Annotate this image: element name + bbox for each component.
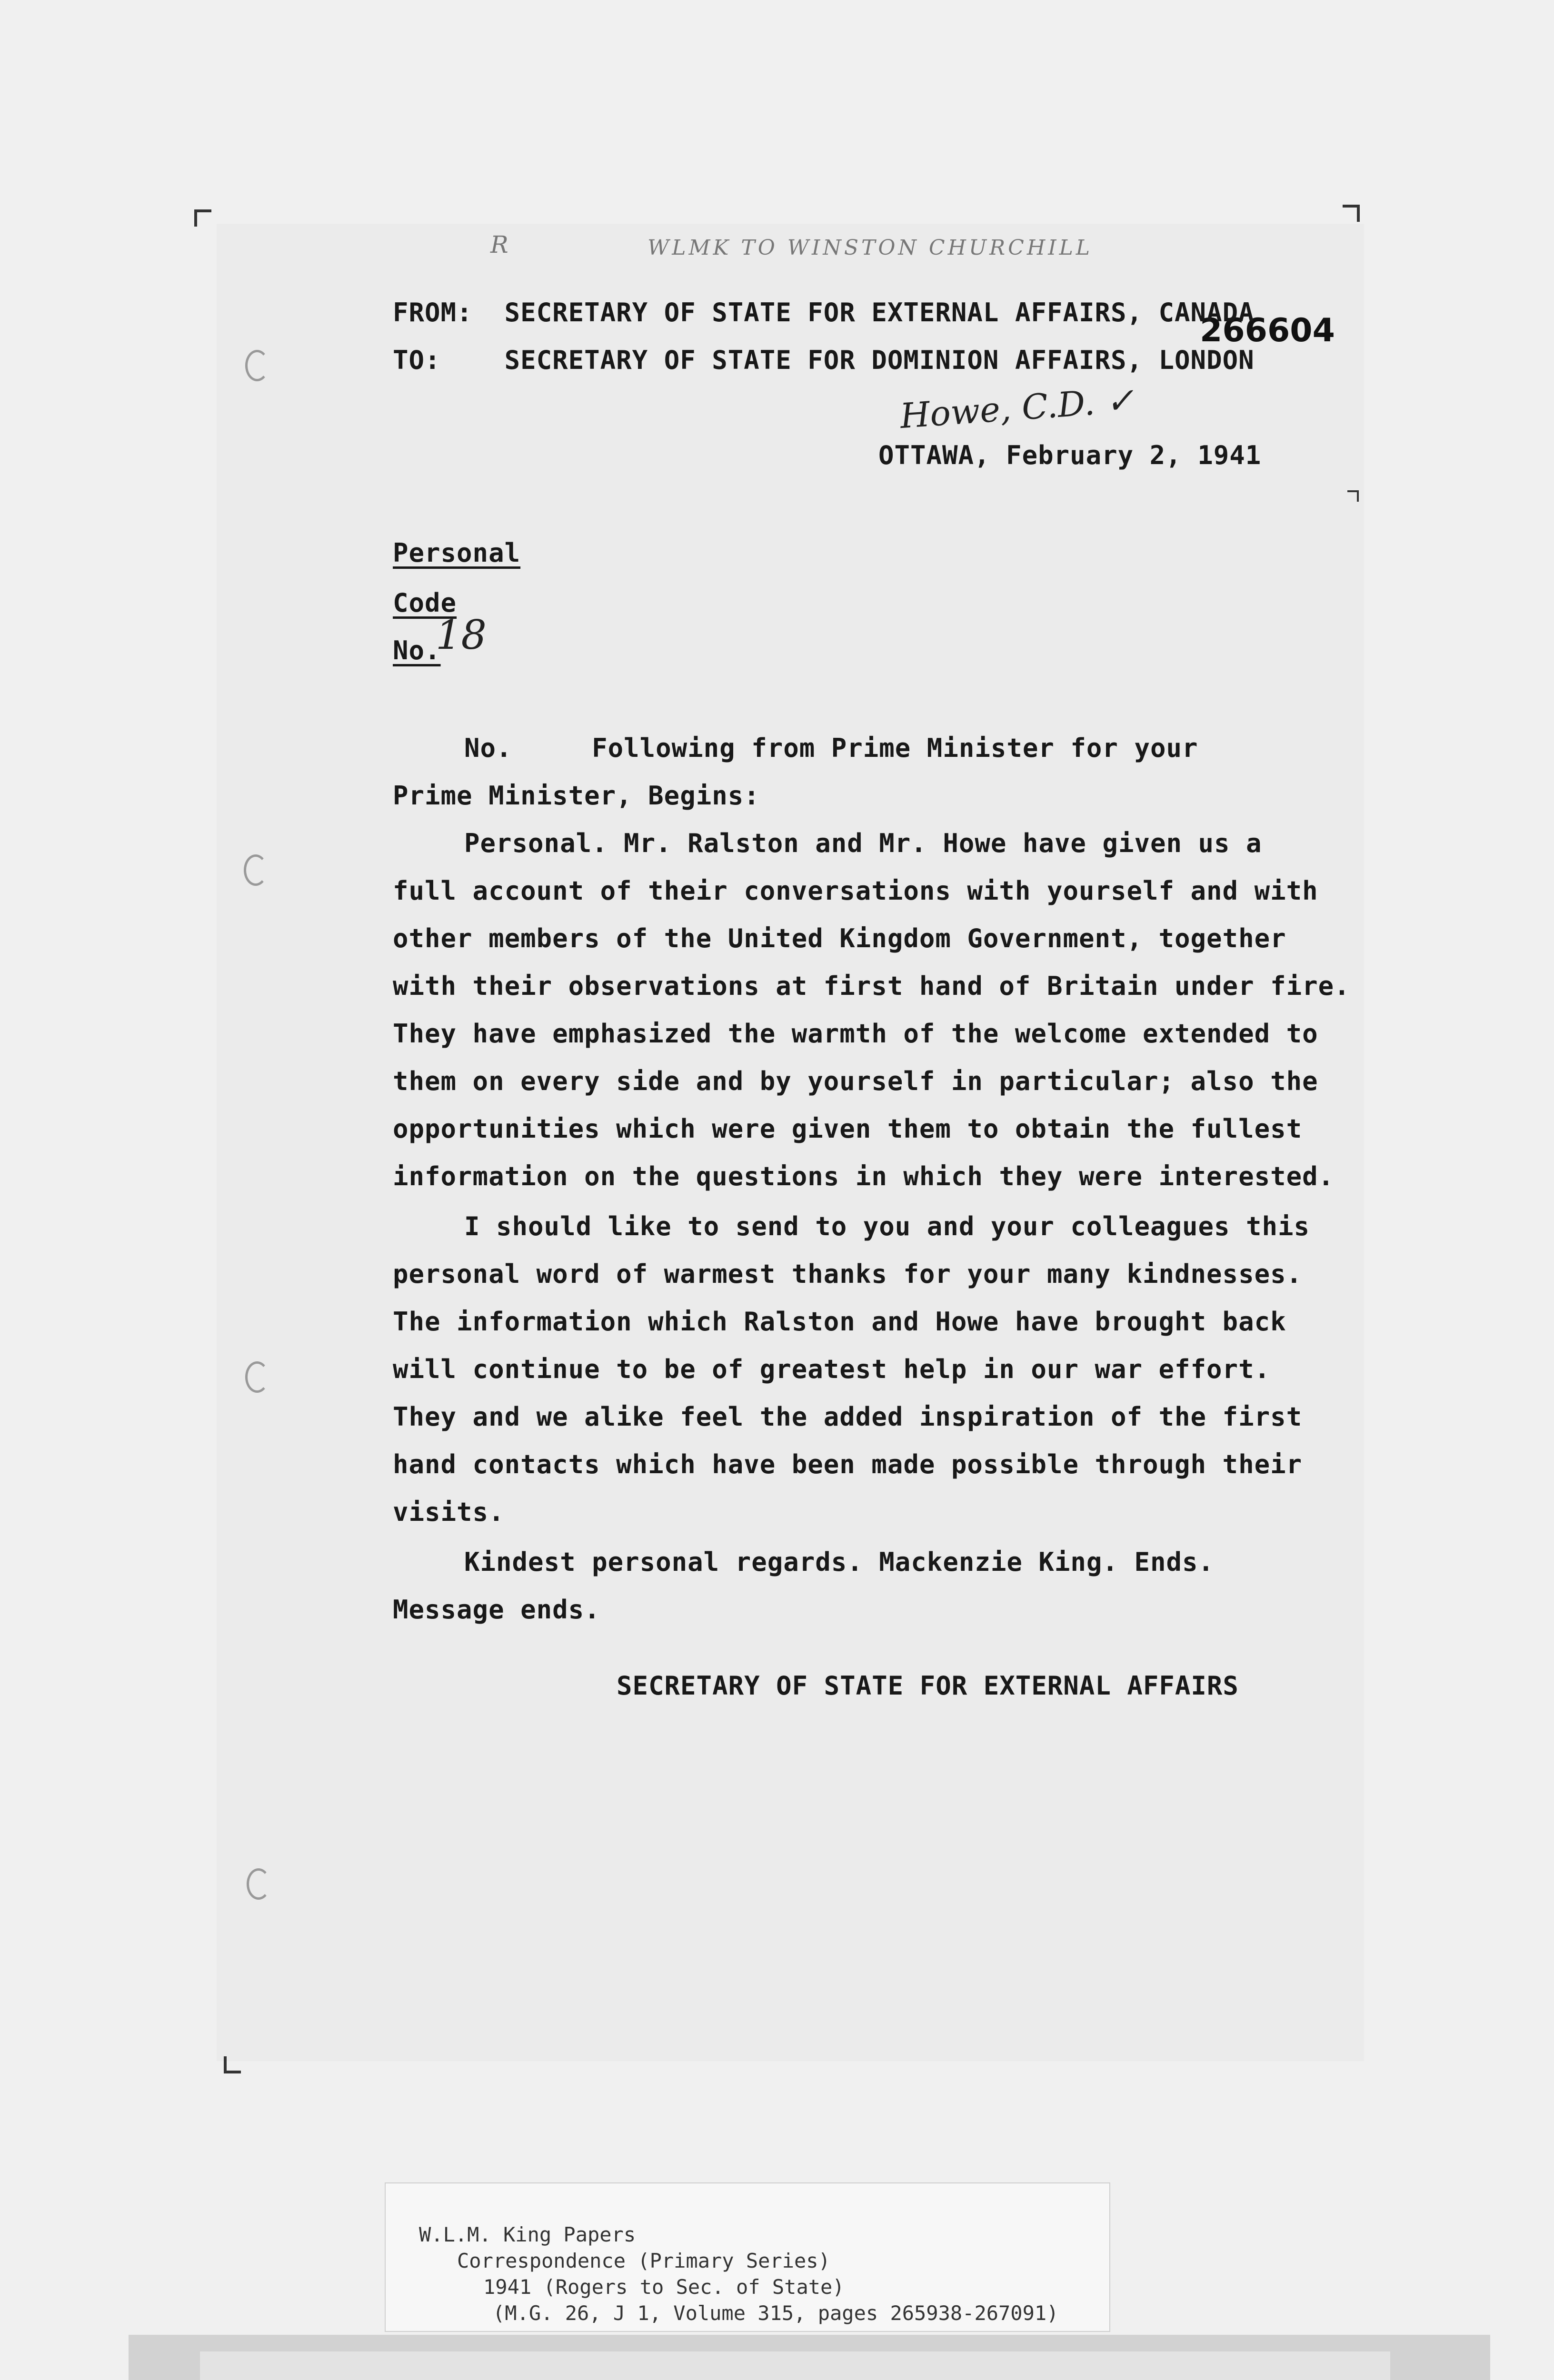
handwritten-r: R <box>490 231 508 258</box>
number-heading: No. <box>393 635 441 665</box>
handwritten-number: 18 <box>436 612 487 658</box>
crop-mark-bottom-left <box>224 2056 241 2073</box>
body-line: I should like to send to you and your colleagues this <box>464 1211 1310 1241</box>
body-line: Personal. Mr. Ralston and Mr. Howe have given us a <box>464 828 1262 858</box>
crop-mark-top-left <box>194 209 211 227</box>
body-line: Message ends. <box>393 1595 600 1625</box>
signature-line: SECRETARY OF STATE FOR EXTERNAL AFFAIRS <box>617 1671 1239 1701</box>
crop-mark-top-right <box>1343 205 1360 222</box>
body-line: full account of their conversations with yourself and with <box>393 876 1318 906</box>
from-line <box>393 298 1255 327</box>
to-value: SECRETARY OF STATE FOR DOMINION AFFAIRS, LONDON <box>504 345 1255 375</box>
date-line: OTTAWA, February 2, 1941 <box>878 440 1262 470</box>
handwritten-note: WLMK TO WINSTON CHURCHILL <box>648 236 1093 260</box>
body-line: visits. <box>393 1497 505 1527</box>
handwritten-howe: Howe, C.D. ✓ <box>898 379 1136 436</box>
body-line: them on every side and by yourself in particular; also the <box>393 1066 1318 1096</box>
body-line: information on the questions in which they were interested. <box>393 1161 1335 1191</box>
label-line: (M.G. 26, J 1, Volume 315, pages 265938-267091) <box>493 2301 1059 2325</box>
body-line: They have emphasized the warmth of the welcome extended to <box>393 1019 1318 1049</box>
crop-mark-right <box>1347 490 1359 502</box>
punch-hole <box>247 1868 270 1900</box>
body-line: Kindest personal regards. Mackenzie King. Ends. <box>464 1547 1215 1577</box>
to-label: TO: <box>393 345 441 375</box>
body-line: No. Following from Prime Minister for your <box>464 733 1198 763</box>
body-line: Prime Minister, Begins: <box>393 781 760 811</box>
archive-card-inner <box>200 2351 1390 2380</box>
label-line: Correspondence (Primary Series) <box>457 2249 830 2272</box>
body-line: The information which Ralston and Howe have brought back <box>393 1307 1286 1337</box>
letter-body <box>393 0 1350 2094</box>
body-line: They and we alike feel the added inspiration of the first <box>393 1402 1303 1432</box>
from-value: SECRETARY OF STATE FOR EXTERNAL AFFAIRS, CANADA <box>504 298 1255 327</box>
punch-hole <box>245 350 269 381</box>
document-number: 266604 <box>1200 312 1335 349</box>
body-line: with their observations at first hand of Britain under fire. <box>393 971 1350 1001</box>
body-line: hand contacts which have been made possible through their <box>393 1449 1303 1479</box>
label-line: W.L.M. King Papers <box>419 2223 636 2246</box>
body-line: personal word of warmest thanks for your many kindnesses. <box>393 1259 1303 1289</box>
to-line <box>393 345 1255 375</box>
punch-hole <box>245 1361 269 1393</box>
code-heading: Code <box>393 588 457 618</box>
punch-hole <box>244 854 268 886</box>
label-line: 1941 (Rogers to Sec. of State) <box>483 2275 845 2299</box>
body-line: other members of the United Kingdom Government, together <box>393 923 1286 953</box>
body-line: opportunities which were given them to obtain the fullest <box>393 1114 1303 1144</box>
from-label: FROM: <box>393 298 473 327</box>
personal-heading: Personal <box>393 538 521 568</box>
body-line: will continue to be of greatest help in our war effort. <box>393 1354 1271 1384</box>
